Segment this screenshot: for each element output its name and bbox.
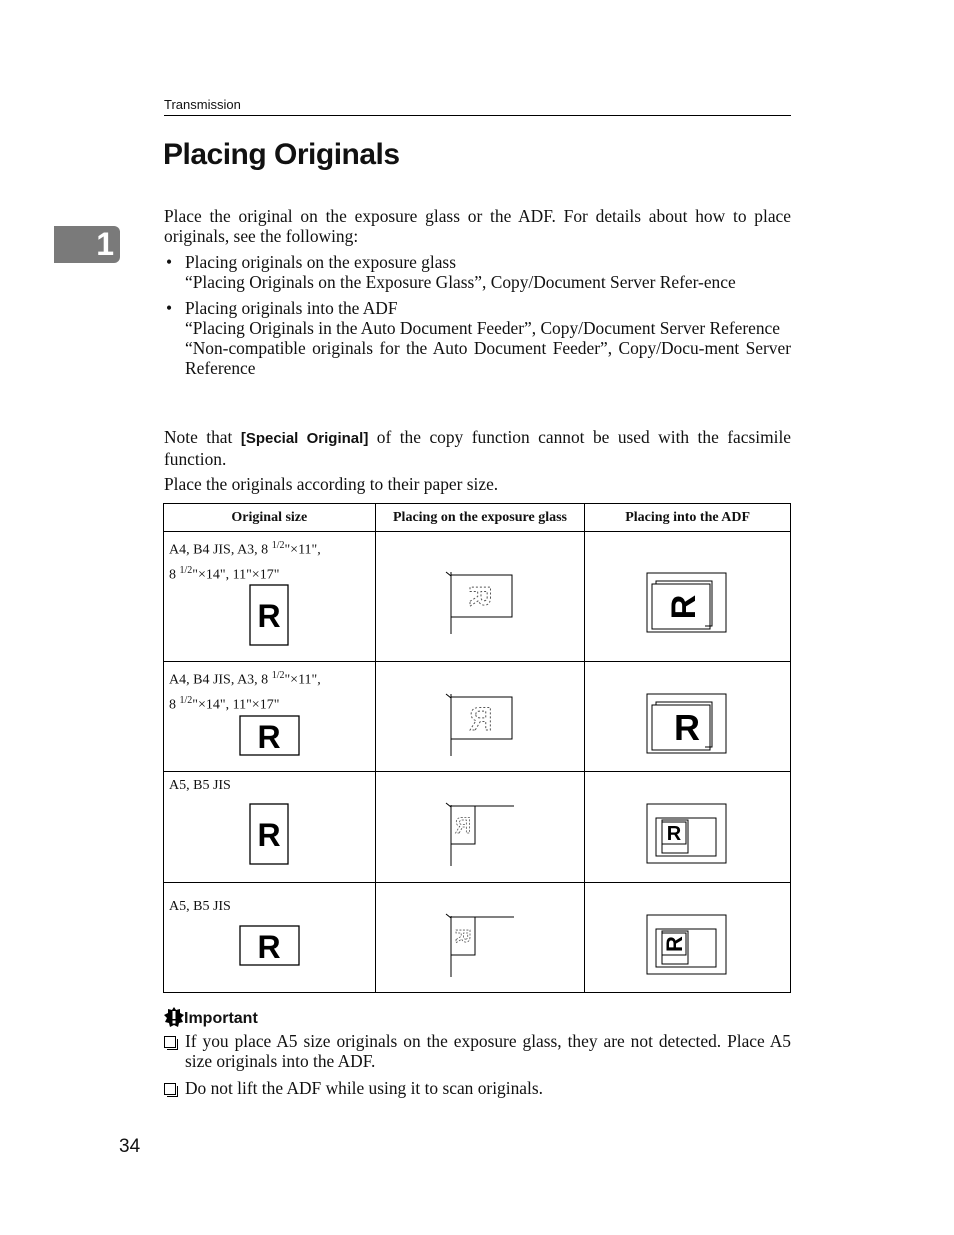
- note-text: Note that: [164, 427, 241, 447]
- adf-figure: [585, 772, 791, 883]
- exposure-glass-icon: [376, 532, 585, 662]
- adf-icon: [585, 772, 790, 883]
- list-item-label: Placing originals into the ADF: [185, 298, 398, 318]
- adf-figure: [585, 532, 791, 662]
- glyph-r: R: [257, 817, 281, 853]
- original-landscape-icon: [164, 662, 375, 772]
- original-portrait-icon: [164, 532, 375, 662]
- column-header: Original size: [164, 504, 376, 532]
- svg-text:R: R: [454, 813, 471, 838]
- size-paragraph: Place the originals according to their paper size.: [164, 474, 499, 494]
- size-label: A5, B5 JIS: [169, 778, 231, 793]
- header-rule: [164, 115, 791, 116]
- checkbox-icon: [164, 1036, 176, 1048]
- svg-text:R: R: [667, 823, 682, 845]
- size-label: A5, B5 JIS: [169, 899, 231, 914]
- bullet: •: [166, 298, 173, 318]
- size-cell: [164, 532, 376, 662]
- reference-list: [164, 252, 791, 384]
- svg-text:R: R: [665, 594, 704, 620]
- important-icon: [164, 1007, 184, 1027]
- page-title: Placing Originals: [163, 138, 400, 171]
- adf-figure: [585, 662, 791, 772]
- size-label: A4, B4 JIS, A3, 8 $^{1/2}$"×11", 8 $^{1/2}$"×14", 11"×17": [169, 540, 321, 583]
- important-heading: [164, 1007, 258, 1028]
- list-item: [164, 298, 791, 378]
- svg-text:R: R: [662, 936, 688, 952]
- svg-text:R: R: [462, 585, 496, 607]
- glyph-r: R: [257, 929, 281, 965]
- svg-text:R: R: [469, 701, 493, 737]
- note-text: of the copy function cannot be used with the facsimile function.: [164, 427, 792, 469]
- note-paragraph: [164, 427, 791, 469]
- size-label: A4, B4 JIS, A3, 8 $^{1/2}$"×11", 8 $^{1/2}$"×14", 11"×17": [169, 670, 321, 713]
- list-item-text: Do not lift the ADF while using it to scan originals.: [185, 1078, 543, 1098]
- bullet: •: [166, 252, 173, 272]
- dotted-r-mirrored: [469, 701, 492, 737]
- table-header-row: [164, 504, 791, 532]
- list-item: [164, 1031, 791, 1071]
- table-row: [164, 662, 791, 772]
- original-landscape-icon: [164, 883, 375, 993]
- table-row: [164, 883, 791, 993]
- size-cell: [164, 883, 376, 993]
- adf-icon: [585, 532, 790, 662]
- svg-text:R: R: [450, 928, 473, 944]
- adf-figure: [585, 883, 791, 993]
- adf-icon: [585, 883, 790, 993]
- exposure-glass-figure: [375, 772, 585, 883]
- reference-text: “Non-compatible originals for the Auto Document Feeder”, Copy/Docu-ment Server Reference: [185, 338, 791, 378]
- reference-text: “Placing Originals on the Exposure Glass”, Copy/Document Server Refer-ence: [185, 272, 736, 292]
- exposure-glass-figure: [375, 532, 585, 662]
- list-item: [164, 1078, 791, 1098]
- dotted-r-rotated: [463, 585, 496, 607]
- important-label: Important: [184, 1010, 258, 1027]
- original-portrait-icon: [164, 772, 375, 883]
- exposure-glass-figure: [375, 662, 585, 772]
- page-number: 34: [119, 1136, 141, 1157]
- list-item-text: If you place A5 size originals on the exposure glass, they are not detected. Place A5 size originals into the ADF.: [185, 1031, 791, 1071]
- exposure-glass-figure: [375, 883, 585, 993]
- exposure-glass-icon: [376, 662, 585, 772]
- table-row: [164, 532, 791, 662]
- exposure-glass-icon: [376, 772, 585, 883]
- running-header: Transmission: [164, 97, 241, 112]
- reference-text: “Placing Originals in the Auto Document Feeder”, Copy/Document Server Reference: [185, 318, 780, 338]
- column-header: Placing on the exposure glass: [375, 504, 585, 532]
- list-item: [164, 252, 791, 292]
- special-original-key: [Special Original]: [240, 430, 369, 447]
- column-header: Placing into the ADF: [585, 504, 791, 532]
- list-item-label: Placing originals on the exposure glass: [185, 252, 456, 272]
- intro-paragraph: Place the original on the exposure glass or the ADF. For details about how to place originals, see the following:: [164, 206, 791, 246]
- chapter-tab: 1: [54, 226, 120, 263]
- originals-table: [163, 503, 791, 993]
- size-cell: [164, 772, 376, 883]
- glyph-r: R: [257, 719, 281, 755]
- adf-icon: [585, 662, 790, 772]
- table-row: [164, 772, 791, 883]
- checkbox-icon: [164, 1083, 176, 1095]
- important-list: [164, 1031, 791, 1105]
- svg-text:R: R: [674, 707, 701, 748]
- glyph-r: R: [257, 598, 281, 634]
- exposure-glass-icon: [376, 883, 585, 993]
- size-cell: [164, 662, 376, 772]
